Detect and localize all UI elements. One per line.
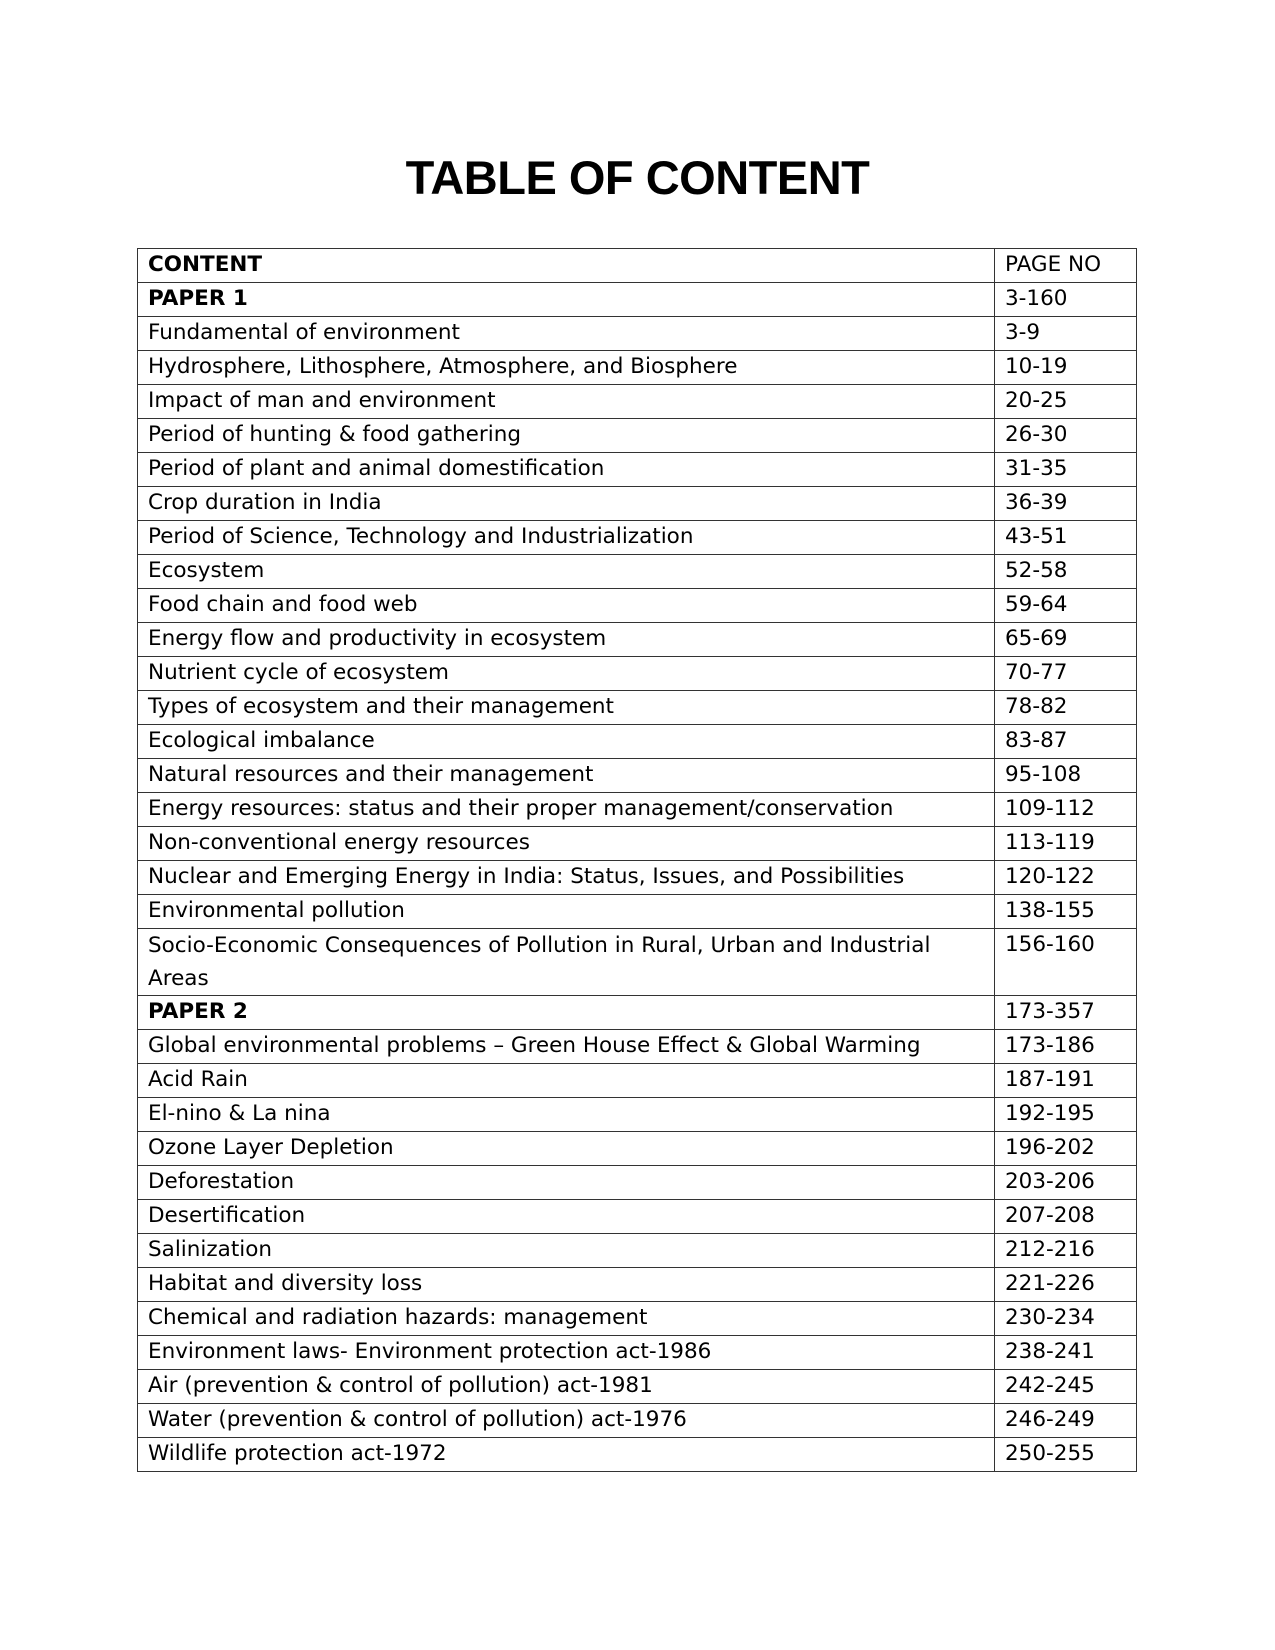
table-row: [138, 725, 1137, 759]
table-row: [138, 1132, 1137, 1166]
table-row: [138, 589, 1137, 623]
table-row: [138, 317, 1137, 351]
row-content: Crop duration in India: [138, 487, 995, 521]
row-page-no: 203-206: [995, 1166, 1137, 1200]
table-row: [138, 895, 1137, 929]
row-content: Chemical and radiation hazards: management: [138, 1302, 995, 1336]
row-page-no: 242-245: [995, 1370, 1137, 1404]
row-content: Desertification: [138, 1200, 995, 1234]
row-page-no: 83-87: [995, 725, 1137, 759]
table-row: [138, 827, 1137, 861]
toc-table: [137, 248, 1137, 1472]
row-content: Water (prevention & control of pollution) act-1976: [138, 1404, 995, 1438]
section-row: [138, 283, 1137, 317]
row-page-no: 20-25: [995, 385, 1137, 419]
table-row: [138, 487, 1137, 521]
table-row: [138, 1166, 1137, 1200]
row-page-no: 3-9: [995, 317, 1137, 351]
row-page-no: 238-241: [995, 1336, 1137, 1370]
row-content: Ecological imbalance: [138, 725, 995, 759]
row-content: Salinization: [138, 1234, 995, 1268]
table-row: [138, 1200, 1137, 1234]
table-row: [138, 1438, 1137, 1472]
row-content: Deforestation: [138, 1166, 995, 1200]
row-page-no: 36-39: [995, 487, 1137, 521]
table-row: [138, 555, 1137, 589]
row-content: Global environmental problems – Green House Effect & Global Warming: [138, 1030, 995, 1064]
section-row: [138, 996, 1137, 1030]
table-row: [138, 1370, 1137, 1404]
row-page-no: 109-112: [995, 793, 1137, 827]
table-row: [138, 623, 1137, 657]
row-page-no: 196-202: [995, 1132, 1137, 1166]
row-page-no: 26-30: [995, 419, 1137, 453]
row-page-no: 207-208: [995, 1200, 1137, 1234]
table-row: [138, 521, 1137, 555]
row-content: Acid Rain: [138, 1064, 995, 1098]
row-content: PAPER 2: [138, 996, 995, 1030]
row-page-no: 52-58: [995, 555, 1137, 589]
row-content: Ozone Layer Depletion: [138, 1132, 995, 1166]
table-row: [138, 1234, 1137, 1268]
table-row: [138, 453, 1137, 487]
row-page-no: 156-160: [995, 929, 1137, 996]
table-row: [138, 657, 1137, 691]
row-content: Nutrient cycle of ecosystem: [138, 657, 995, 691]
row-page-no: 95-108: [995, 759, 1137, 793]
table-row: [138, 793, 1137, 827]
row-page-no: 173-357: [995, 996, 1137, 1030]
row-page-no: 250-255: [995, 1438, 1137, 1472]
page-title: TABLE OF CONTENT: [405, 151, 870, 204]
row-page-no: 192-195: [995, 1098, 1137, 1132]
row-content: Natural resources and their management: [138, 759, 995, 793]
row-content: Environmental pollution: [138, 895, 995, 929]
row-content: Air (prevention & control of pollution) act-1981: [138, 1370, 995, 1404]
row-page-no: 212-216: [995, 1234, 1137, 1268]
table-row: [138, 1336, 1137, 1370]
row-content: Energy resources: status and their proper management/conservation: [138, 793, 995, 827]
row-content: Food chain and food web: [138, 589, 995, 623]
row-content: Energy flow and productivity in ecosystem: [138, 623, 995, 657]
row-page-no: 113-119: [995, 827, 1137, 861]
table-row: [138, 1064, 1137, 1098]
row-page-no: 3-160: [995, 283, 1137, 317]
row-page-no: 230-234: [995, 1302, 1137, 1336]
table-row: [138, 1030, 1137, 1064]
row-content: Nuclear and Emerging Energy in India: Status, Issues, and Possibilities: [138, 861, 995, 895]
table-row: [138, 385, 1137, 419]
row-content: Fundamental of environment: [138, 317, 995, 351]
row-page-no: 43-51: [995, 521, 1137, 555]
row-page-no: 59-64: [995, 589, 1137, 623]
row-content: Non-conventional energy resources: [138, 827, 995, 861]
table-row: [138, 759, 1137, 793]
row-content: PAPER 1: [138, 283, 995, 317]
header-content: CONTENT: [138, 249, 995, 283]
table-row: [138, 351, 1137, 385]
table-row: [138, 861, 1137, 895]
row-content: Period of plant and animal domestification: [138, 453, 995, 487]
row-page-no: 120-122: [995, 861, 1137, 895]
table-row: [138, 691, 1137, 725]
row-content: Types of ecosystem and their management: [138, 691, 995, 725]
row-page-no: 187-191: [995, 1064, 1137, 1098]
table-row: [138, 1098, 1137, 1132]
row-page-no: 65-69: [995, 623, 1137, 657]
row-content: Period of Science, Technology and Industrialization: [138, 521, 995, 555]
row-page-no: 138-155: [995, 895, 1137, 929]
row-content: Hydrosphere, Lithosphere, Atmosphere, and Biosphere: [138, 351, 995, 385]
table-row: [138, 419, 1137, 453]
row-content: Ecosystem: [138, 555, 995, 589]
table-header-row: [138, 249, 1137, 283]
row-content: Socio-Economic Consequences of Pollution in Rural, Urban and Industrial Areas: [138, 929, 995, 996]
row-page-no: 78-82: [995, 691, 1137, 725]
row-page-no: 70-77: [995, 657, 1137, 691]
row-content: Period of hunting & food gathering: [138, 419, 995, 453]
table-row: [138, 1302, 1137, 1336]
row-page-no: 246-249: [995, 1404, 1137, 1438]
row-page-no: 221-226: [995, 1268, 1137, 1302]
table-row: [138, 929, 1137, 996]
header-page-no: PAGE NO: [995, 249, 1137, 283]
row-page-no: 31-35: [995, 453, 1137, 487]
row-page-no: 10-19: [995, 351, 1137, 385]
table-row: [138, 1268, 1137, 1302]
row-content: El-nino & La nina: [138, 1098, 995, 1132]
table-row: [138, 1404, 1137, 1438]
row-content: Environment laws- Environment protection act-1986: [138, 1336, 995, 1370]
row-content: Wildlife protection act-1972: [138, 1438, 995, 1472]
row-page-no: 173-186: [995, 1030, 1137, 1064]
row-content: Impact of man and environment: [138, 385, 995, 419]
row-content: Habitat and diversity loss: [138, 1268, 995, 1302]
